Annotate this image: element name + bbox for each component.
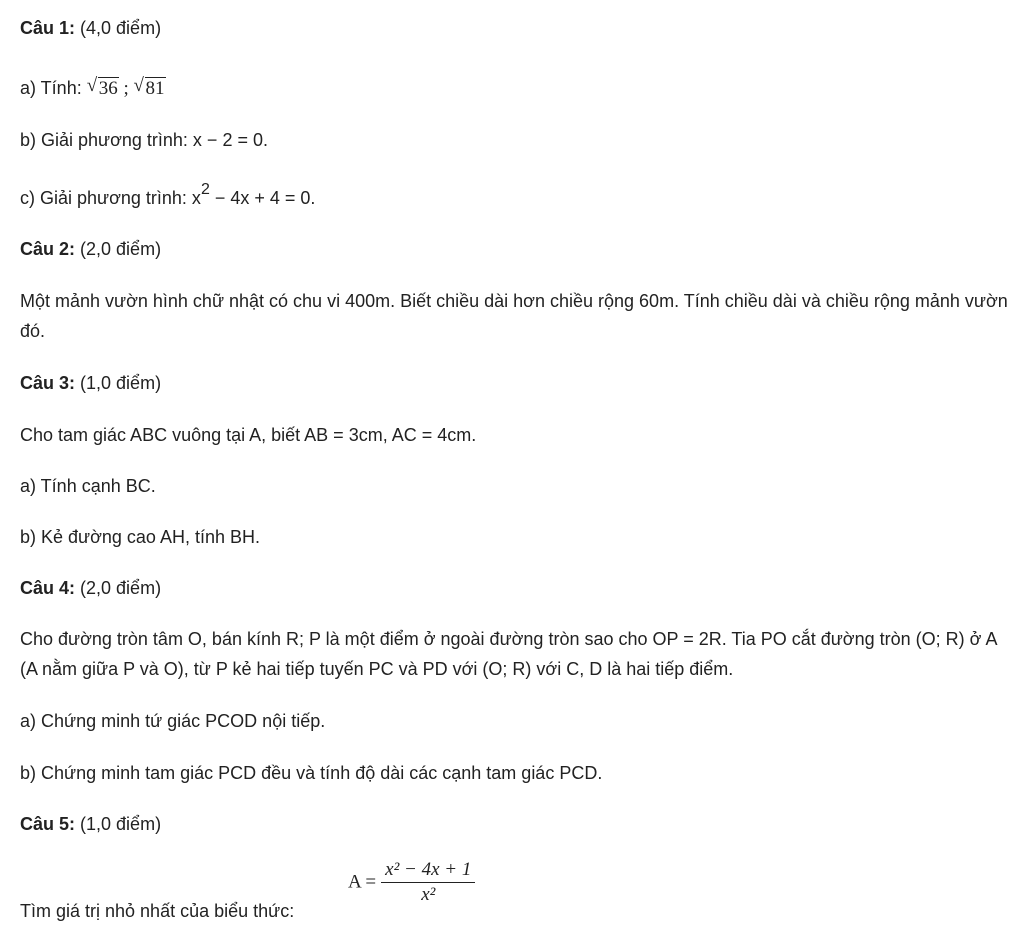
fraction-denominator: x² [421,884,436,905]
q4-part-b: b) Chứng minh tam giác PCD đều và tính độ dài các cạnh tam giác PCD. [20,763,603,783]
question-label: Câu 2: [20,239,76,259]
question-5-title [20,809,161,839]
question-2-title [20,234,161,264]
q3-part-b: b) Kẻ đường cao AH, tính BH. [20,527,260,547]
q1-part-c [20,183,315,213]
exponent: 2 [200,181,210,198]
fraction [381,858,475,907]
question-1-title [20,13,161,43]
radicand-81: 81 [145,78,165,99]
sqrt-36: √ 36 ; √ 81 [86,75,165,99]
q2-text: Một mảnh vườn hình chữ nhật có chu vi 400m. Biết chiều dài hơn chiều rộng 60m. Tính chiều dài và chiều rộng mảnh vườn đó. [20,291,1008,341]
radicand-36: 36 [98,78,118,99]
part-c-prefix: c) Giải phương trình: x [20,188,201,208]
q4-part-a: a) Chứng minh tứ giác PCOD nội tiếp. [20,711,326,731]
q4-intro: Cho đường tròn tâm O, bán kính R; P là một điểm ở ngoài đường tròn sao cho OP = 2R. Tia PO cắt đường tròn (O; R) ở A (A nằm giữa P và O), từ P kẻ hai tiếp tuyến PC và PD với (O; R) với C, D là hai tiếp điểm. [20,629,997,679]
q5-expression [348,858,475,907]
question-label: Câu 4: [20,578,76,598]
question-points: (4,0 điểm) [80,18,162,38]
question-points: (1,0 điểm) [80,373,162,393]
q3-intro: Cho tam giác ABC vuông tại A, biết AB = 3cm, AC = 4cm. [20,425,477,445]
part-c-suffix: − 4x + 4 = 0. [209,188,316,208]
q5-text: Tìm giá trị nhỏ nhất của biểu thức: [20,901,295,921]
expression-lhs: A = [348,871,377,893]
question-label: Câu 5: [20,814,76,834]
fraction-numerator: x² − 4x + 1 [381,858,475,883]
question-4-title [20,573,161,603]
question-points: (1,0 điểm) [80,814,162,834]
question-points: (2,0 điểm) [80,578,162,598]
question-label: Câu 3: [20,373,76,393]
part-a-text: a) Tính: [20,78,82,98]
question-3-title [20,368,161,398]
separator: ; [123,78,129,99]
question-points: (2,0 điểm) [80,239,162,259]
q1-part-a [20,73,166,104]
q3-part-a: a) Tính cạnh BC. [20,476,156,496]
question-label: Câu 1: [20,18,76,38]
q1-part-b: b) Giải phương trình: x − 2 = 0. [20,130,268,150]
